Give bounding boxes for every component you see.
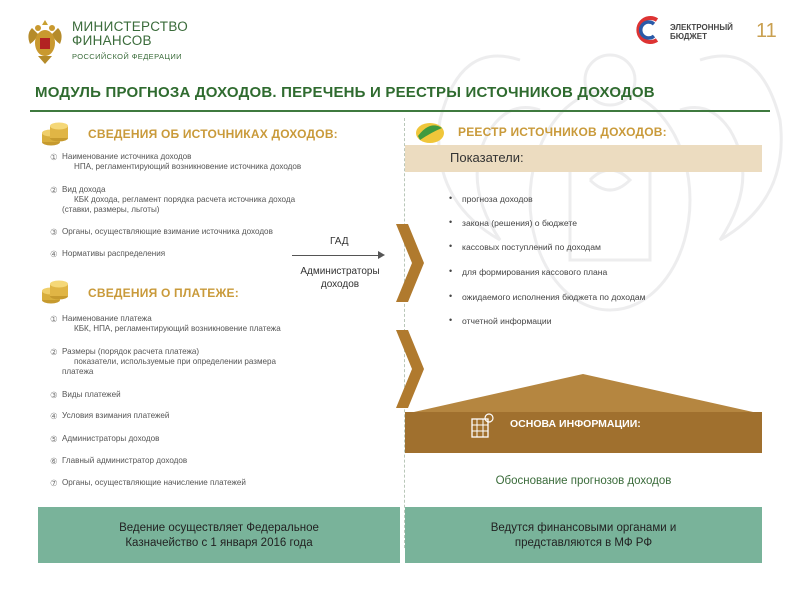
- basis-text: Обоснование прогнозов доходов: [495, 475, 672, 487]
- indicator-text: прогноза доходов: [462, 194, 533, 204]
- list-item: ① Наименование источника доходов НПА, регламентирующий возникновение источника доходов: [50, 152, 302, 171]
- indicator-text: отчетной информации: [462, 316, 552, 326]
- indicator-text: кассовых поступлений по доходам: [462, 242, 601, 252]
- ministry-name: [72, 20, 188, 64]
- list-item: ① Наименование платежа КБК, НПА, регламентирующий возникновение платежа: [50, 314, 281, 333]
- bottom-bar-left: [38, 507, 400, 563]
- coin-stack-icon: [40, 276, 70, 306]
- list-item: • кассовых поступлений по доходам: [449, 241, 601, 252]
- bottom-right-text: [405, 507, 762, 551]
- indicators-label: Показатели:: [450, 150, 524, 165]
- list-item: ③ Виды платежей: [50, 390, 121, 400]
- item-line: Наименование платежа: [62, 314, 152, 323]
- title-underline: [30, 110, 770, 112]
- indicator-text: для формирования кассового плана: [462, 267, 608, 277]
- bottom-bar-right: [405, 507, 762, 563]
- item-subline: платежа: [62, 367, 94, 376]
- coin-stack-icon: [40, 118, 70, 148]
- roof-shape: [405, 374, 762, 414]
- arrow-right-icon: [378, 251, 385, 259]
- registry-leaf-icon: [414, 120, 446, 146]
- eb-line1: ЭЛЕКТРОННЫЙ: [670, 23, 733, 32]
- item-subline: показатели, используемые при определении размера: [74, 357, 277, 366]
- item-subline: КБК дохода, регламент порядка расчета источника дохода: [74, 195, 296, 204]
- list-item: ④ Условия взимания платежей: [50, 411, 170, 421]
- list-item: ⑤ Администраторы доходов: [50, 434, 160, 444]
- list-item: ③ Органы, осуществляющие взимание источника доходов: [50, 227, 273, 237]
- item-subline: (ставки, размеры, льготы): [62, 205, 160, 214]
- eagle-watermark-icon: [400, 0, 800, 380]
- list-item: • прогноза доходов: [449, 193, 533, 204]
- item-line: Условия взимания платежей: [62, 411, 170, 420]
- bottom-right-line1: Ведутся финансовыми органами и: [490, 522, 677, 534]
- basis-title: ОСНОВА ИНФОРМАЦИИ:: [510, 418, 641, 430]
- ministry-line2: ФИНАНСОВ: [72, 33, 152, 48]
- list-item: ② Вид дохода КБК дохода, регламент порядка расчета источника дохода (ставки, размеры, льготы): [50, 185, 296, 214]
- bottom-left-line2: Казначейство с 1 января 2016 года: [125, 537, 313, 549]
- list-item: • ожидаемого исполнения бюджета по доходам: [449, 291, 646, 302]
- list-item: • для формирования кассового плана: [449, 266, 608, 277]
- bottom-right-line2: представляются в МФ РФ: [514, 537, 653, 549]
- item-line: Органы, осуществляющие взимание источника доходов: [62, 227, 273, 236]
- arrow-line: [292, 255, 378, 256]
- section-sources-title: СВЕДЕНИЯ ОБ ИСТОЧНИКАХ ДОХОДОВ:: [88, 127, 338, 141]
- russian-eagle-crest-icon: [24, 16, 66, 66]
- indicator-text: закона (решения) о бюджете: [462, 218, 578, 228]
- item-line: Виды платежей: [62, 390, 121, 399]
- item-line: Нормативы распределения: [62, 249, 166, 258]
- item-line: Администраторы доходов: [62, 434, 160, 443]
- item-subline: КБК, НПА, регламентирующий возникновение платежа: [74, 324, 281, 333]
- electronic-budget-logo-icon: [635, 15, 665, 45]
- page-title: МОДУЛЬ ПРОГНОЗА ДОХОДОВ. ПЕРЕЧЕНЬ И РЕЕСТРЫ ИСТОЧНИКОВ ДОХОДОВ: [35, 84, 655, 101]
- item-line: Размеры (порядок расчета платежа): [62, 347, 200, 356]
- ministry-line1: МИНИСТЕРСТВО: [72, 19, 189, 34]
- bottom-left-text: [38, 507, 400, 551]
- list-item: • закона (решения) о бюджете: [449, 217, 578, 228]
- admins-line2: доходов: [320, 279, 360, 290]
- item-line: Вид дохода: [62, 185, 106, 194]
- item-line: Наименование источника доходов: [62, 152, 192, 161]
- ministry-line3: РОССИЙСКОЙ ФЕДЕРАЦИИ: [72, 52, 182, 61]
- administrators-label: [290, 265, 390, 291]
- list-item: ⑥ Главный администратор доходов: [50, 456, 188, 466]
- list-item: ⑦ Органы, осуществляющие начисление платежей: [50, 478, 246, 488]
- list-item: ② Размеры (порядок расчета платежа) показатели, используемые при определении размера платежа: [50, 347, 277, 376]
- admins-line1: Администраторы: [300, 266, 380, 277]
- item-subline: НПА, регламентирующий возникновение источника доходов: [74, 162, 302, 171]
- list-item: ④ Нормативы распределения: [50, 249, 166, 259]
- chevron-right-icon: [396, 224, 426, 302]
- eb-line2: БЮДЖЕТ: [670, 32, 707, 41]
- section-payment-title: СВЕДЕНИЯ О ПЛАТЕЖЕ:: [88, 286, 239, 300]
- bottom-left-line1: Ведение осуществляет Федеральное: [119, 522, 319, 534]
- item-line: Главный администратор доходов: [62, 456, 188, 465]
- calculator-icon: [470, 413, 494, 439]
- gad-label: ГАД: [330, 236, 349, 247]
- electronic-budget-label: [670, 23, 733, 41]
- item-line: Органы, осуществляющие начисление платежей: [62, 478, 246, 487]
- indicators-band: [405, 145, 762, 172]
- list-item: • отчетной информации: [449, 315, 552, 326]
- indicator-text: ожидаемого исполнения бюджета по доходам: [462, 292, 646, 302]
- registry-title: РЕЕСТР ИСТОЧНИКОВ ДОХОДОВ:: [458, 125, 667, 139]
- slide-number: 11: [756, 20, 777, 42]
